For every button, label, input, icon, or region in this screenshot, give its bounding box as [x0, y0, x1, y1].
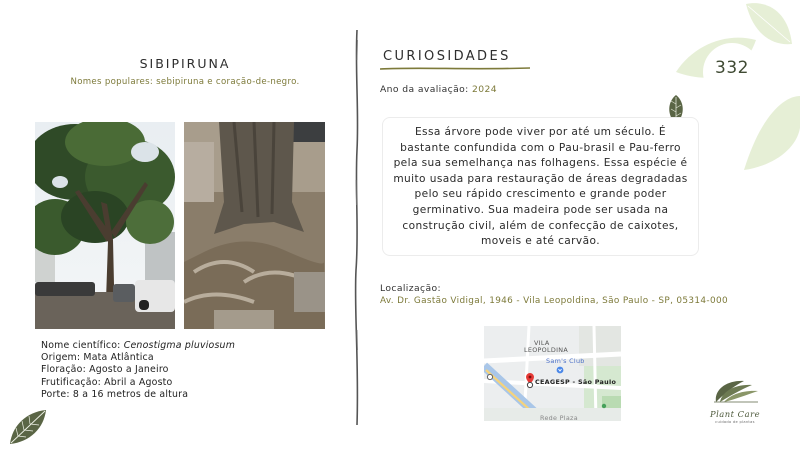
size-row: Porte: 8 a 16 metros de altura [41, 388, 189, 400]
curiosities-box [382, 117, 699, 256]
logo-tagline: cuidado de plantas [715, 420, 755, 424]
species-title: SIBIPIRUNA [139, 56, 231, 71]
brand-logo [700, 378, 770, 424]
decorative-leaves-icon [670, 0, 800, 175]
map-district-line2: LEOPOLDINA [524, 346, 569, 354]
tree-photo [35, 122, 175, 329]
fruiting-row: Frutificação: Abril a Agosto [41, 376, 173, 388]
curiosities-text: Essa árvore pode viver por até um século. É bastante confundida com o Pau-brasil e Pau-ferro pela sua semelhança nas folhagens. Essa espécie é muito usada para restauração de áreas degradadas pelo seu rápido crescimento e grande poder germinativo. Sua madeira pode ser usada na construção civil, além de confecção de caixotes, moveis e até carvão. [393, 126, 688, 248]
title-underline [380, 65, 530, 73]
location-address: Av. Dr. Gastão Vidigal, 1946 - Vila Leopoldina, São Paulo - SP, 05314-000 [380, 296, 728, 306]
location-map[interactable] [484, 326, 621, 421]
curiosities-title: CURIOSIDADES [383, 49, 511, 64]
species-specs [41, 340, 235, 401]
origin-row: Origem: Mata Atlântica [41, 352, 154, 364]
popular-names: Nomes populares: sebipiruna e coração-de-negro. [70, 77, 300, 87]
map-poi-label: Sam's Club [546, 357, 585, 365]
map-bottom-label: Rede Plaza [540, 414, 578, 421]
bottom-leaf-icon [8, 408, 48, 446]
scientific-name-value: Cenostigma pluviosum [123, 340, 236, 351]
column-divider [350, 30, 364, 425]
map-place-label[interactable]: CEAGESP - São Paulo [535, 378, 617, 386]
tree-number-badge: 332 [715, 58, 749, 78]
plant-care-logo-icon [700, 378, 770, 404]
logo-brand-name: Plant Care [709, 409, 761, 419]
location-label: Localização: [380, 283, 442, 294]
trunk-photo [184, 122, 325, 329]
evaluation-year: Ano da avaliação: 2024 [380, 84, 497, 95]
map-district-line1: VILA [534, 339, 550, 347]
scientific-name-row: Nome científico: Cenostigma pluviosum [41, 340, 236, 351]
flowering-row: Floração: Agosto a Janeiro [41, 364, 169, 376]
evaluation-year-value: 2024 [471, 84, 497, 95]
